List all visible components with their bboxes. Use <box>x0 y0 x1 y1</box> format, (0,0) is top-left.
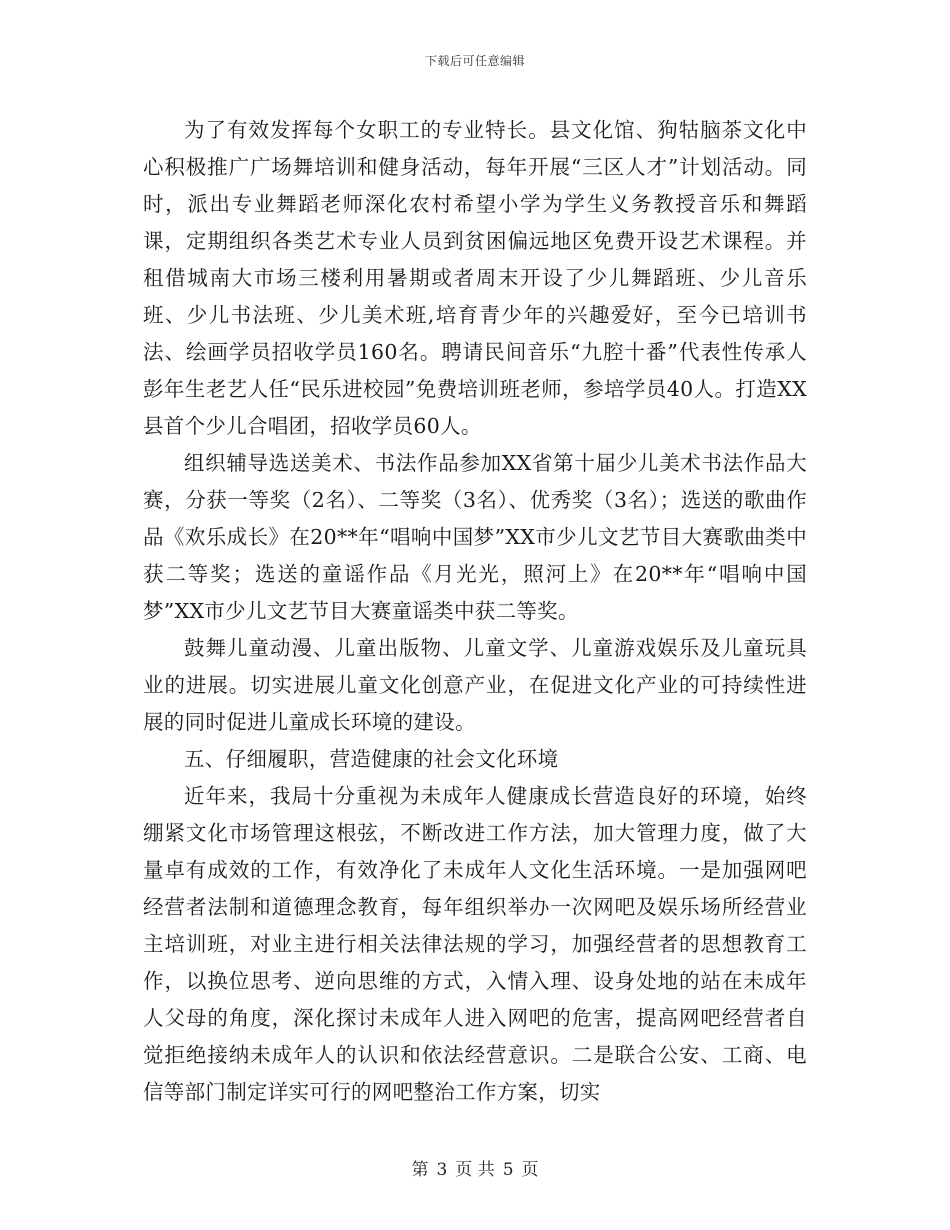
paragraph-environment: 近年来，我局十分重视为未成年人健康成长营造良好的环境，始终绷紧文化市场管理这根弦，不断改进工作方法，加大管理力度，做了大量卓有成效的工作，有效净化了未成年人文化生活环境。一是加强网吧经营者法制和道德理念教育，每年组织举办一次网吧及娱乐场所经营业主培训班，对业主进行相关法律法规的学习，加强经营者的思想教育工作，以换位思考、逆向思维的方式，入情入理、设身处地的站在未成年人父母的角度，深化探讨未成年人进入网吧的危害，提高网吧经营者自觉拒绝接纳未成年人的认识和依法经营意识。二是联合公安、工商、电信等部门制定详实可行的网吧整治工作方案，切实 <box>143 784 807 1104</box>
document-body <box>143 112 807 1111</box>
page-header: 下载后可任意编辑 <box>424 54 525 68</box>
paragraph-industry: 鼓舞儿童动漫、儿童出版物、儿童文学、儿童游戏娱乐及儿童玩具业的进展。切实进展儿童文化创意产业，在促进文化产业的可持续性进展的同时促进儿童成长环境的建设。 <box>143 636 807 734</box>
footer-prefix: 第 <box>411 1160 429 1180</box>
section-heading: 五、仔细履职，营造健康的社会文化环境 <box>184 747 559 771</box>
footer-middle: 页 共 <box>455 1160 495 1180</box>
footer-suffix: 页 <box>521 1160 539 1180</box>
paragraph-awards: 组织辅导选送美术、书法作品参加XX省第十届少儿美术书法作品大赛，分获一等奖（2名）、二等奖（3名）、优秀奖（3名）；选送的歌曲作品《欢乐成长》在20**年“唱响中国梦”XX市少儿文艺节目大赛歌曲类中获二等奖；选送的童谣作品《月光光，照河上》在20**年“唱响中国梦”XX市少儿文艺节目大赛童谣类中获二等奖。 <box>143 451 807 623</box>
paragraph-training: 为了有效发挥每个女职工的专业特长。县文化馆、狗牯脑茶文化中心积极推广广场舞培训和健身活动，每年开展“三区人才”计划活动。同时，派出专业舞蹈老师深化农村希望小学为学生义务教授音乐和舞蹈课，定期组织各类艺术专业人员到贫困偏远地区免费开设艺术课程。并租借城南大市场三楼利用暑期或者周末开设了少儿舞蹈班、少儿音乐班、少儿书法班、少儿美术班,培育青少年的兴趣爱好，至今已培训书法、绘画学员招收学员160名。聘请民间音乐“九腔十番”代表性传承人彭年生老艺人任“民乐进校园”免费培训班老师，参培学员40人。打造XX县首个少儿合唱团，招收学员60人。 <box>143 118 807 438</box>
total-pages-number: 5 <box>502 1160 514 1180</box>
current-page-number: 3 <box>436 1160 448 1180</box>
page-footer <box>0 1155 950 1180</box>
